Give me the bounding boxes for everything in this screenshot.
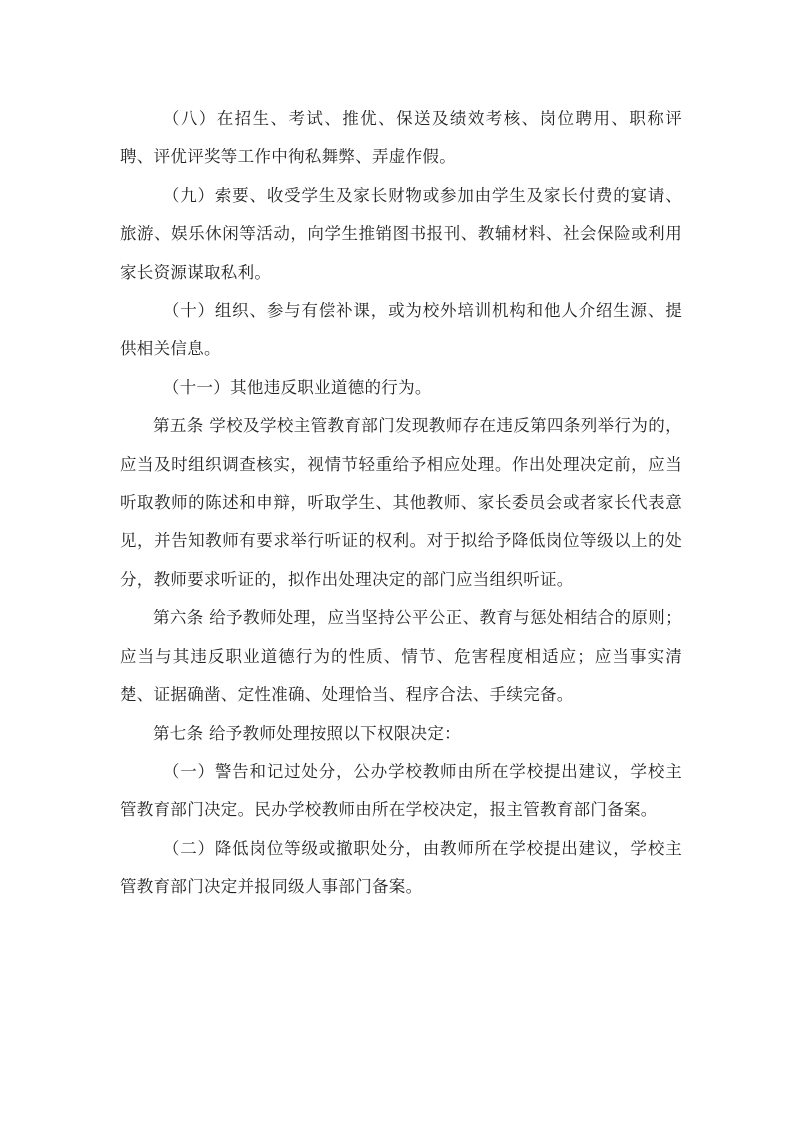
paragraph-article-5: 第五条 学校及学校主管教育部门发现教师存在违反第四条列举行为的，应当及时组织调查核实，视情节轻重给予相应处理。作出处理决定前，应当听取教师的陈述和申辩，听取学生、其他教师、家长委员会或者家长代表意见，并告知教师有要求举行听证的权利。对于拟给予降低岗位等级以上的处分，教师要求听证的，拟作出处理决定的部门应当组织听证。 bbox=[120, 416, 682, 589]
paragraph-clause-2: （二）降低岗位等级或撤职处分，由教师所在学校提出建议，学校主管教育部门决定并报同级人事部门备案。 bbox=[120, 838, 682, 897]
paragraph-article-7: 第七条 给予教师处理按照以下权限决定： bbox=[153, 723, 461, 743]
paragraph-item-10: （十）组织、参与有偿补课，或为校外培训机构和他人介绍生源、提供相关信息。 bbox=[120, 301, 682, 359]
document-body bbox=[120, 100, 682, 907]
paragraph-article-6: 第六条 给予教师处理，应当坚持公平公正、教育与惩处相结合的原则；应当与其违反职业道德行为的性质、情节、危害程度相适应；应当事实清楚、证据确凿、定性准确、处理恰当、程序合法、手续完备。 bbox=[120, 608, 682, 705]
paragraph-clause-1: （一）警告和记过处分，公办学校教师由所在学校提出建议，学校主管教育部门决定。民办学校教师由所在学校决定，报主管教育部门备案。 bbox=[120, 761, 682, 820]
paragraph-item-8: （八）在招生、考试、推优、保送及绩效考核、岗位聘用、职称评聘、评优评奖等工作中徇私舞弊、弄虚作假。 bbox=[120, 109, 682, 167]
paragraph-item-9: （九）索要、收受学生及家长财物或参加由学生及家长付费的宴请、旅游、娱乐休闲等活动，向学生推销图书报刊、教辅材料、社会保险或利用家长资源谋取私利。 bbox=[120, 185, 682, 282]
paragraph-item-11: （十一）其他违反职业道德的行为。 bbox=[162, 377, 432, 397]
